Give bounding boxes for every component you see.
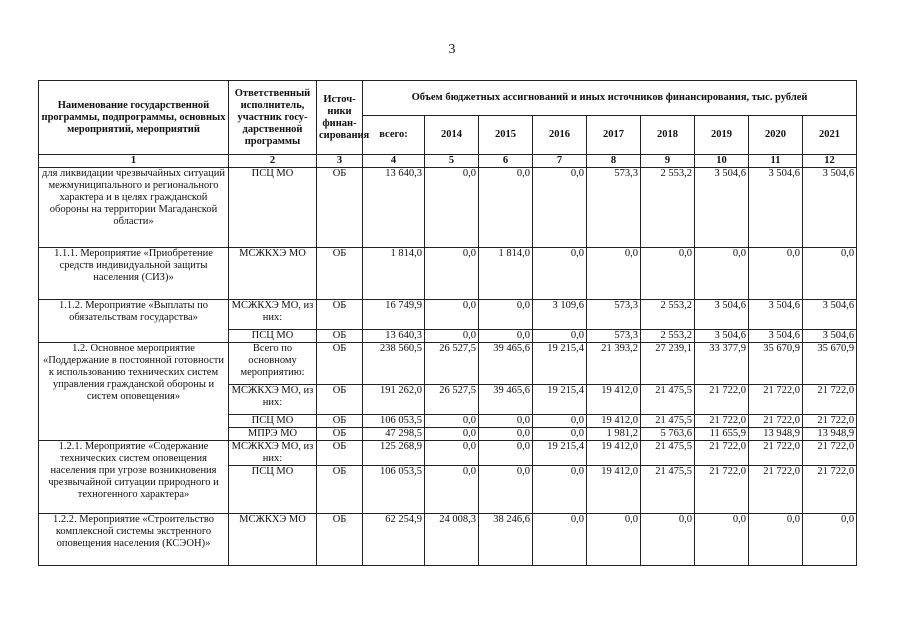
table-row: [39, 514, 857, 566]
year-value-cell: 0,0: [749, 248, 803, 300]
year-value-cell: 0,0: [533, 330, 587, 343]
column-number: 1: [39, 155, 229, 168]
year-value-cell: 21 722,0: [749, 441, 803, 466]
activity-name: 1.2.1. Мероприятие «Содержание технических систем оповещения населения при угрозе возникновения чрезвычайной ситуации природного и техногенного характера»: [39, 441, 229, 514]
year-value-cell: 21 722,0: [695, 441, 749, 466]
source-cell: ОБ: [317, 343, 363, 385]
year-value-cell: 5 763,6: [641, 428, 695, 441]
year-value-cell: 0,0: [425, 168, 479, 248]
year-value-cell: 3 504,6: [803, 168, 857, 248]
year-value-cell: 1 981,2: [587, 428, 641, 441]
activity-name: 1.2.2. Мероприятие «Строительство комплексной системы экстренного оповещения населения (КСЭОН)»: [39, 514, 229, 566]
header-year: 2016: [533, 116, 587, 155]
table-body: [39, 168, 857, 566]
year-value-cell: 3 504,6: [749, 168, 803, 248]
year-value-cell: 21 722,0: [695, 466, 749, 514]
activity-name: 1.1.1. Мероприятие «Приобретение средств индивидуальной защиты населения (СИЗ)»: [39, 248, 229, 300]
year-value-cell: 0,0: [479, 415, 533, 428]
header-year: 2015: [479, 116, 533, 155]
column-number: 7: [533, 155, 587, 168]
column-number: 4: [363, 155, 425, 168]
year-value-cell: 3 504,6: [749, 300, 803, 330]
year-value-cell: 3 504,6: [695, 168, 749, 248]
year-value-cell: 21 722,0: [803, 466, 857, 514]
year-value-cell: 0,0: [533, 248, 587, 300]
year-value-cell: 11 655,9: [695, 428, 749, 441]
year-value-cell: 2 553,2: [641, 168, 695, 248]
year-value-cell: 3 504,6: [803, 330, 857, 343]
year-value-cell: 573,3: [587, 168, 641, 248]
source-cell: ОБ: [317, 330, 363, 343]
year-value-cell: 3 109,6: [533, 300, 587, 330]
year-value-cell: 0,0: [479, 330, 533, 343]
total-cell: 62 254,9: [363, 514, 425, 566]
source-cell: ОБ: [317, 415, 363, 428]
year-value-cell: 39 465,6: [479, 343, 533, 385]
budget-table: [38, 80, 857, 566]
column-number: 2: [229, 155, 317, 168]
header-year: 2020: [749, 116, 803, 155]
table-row: [39, 168, 857, 248]
table-row: [39, 441, 857, 466]
year-value-cell: 0,0: [749, 514, 803, 566]
source-cell: ОБ: [317, 428, 363, 441]
total-cell: 125 268,9: [363, 441, 425, 466]
table-row: [39, 343, 857, 385]
year-value-cell: 19 412,0: [587, 385, 641, 415]
column-number: 5: [425, 155, 479, 168]
total-cell: 13 640,3: [363, 330, 425, 343]
year-value-cell: 3 504,6: [803, 300, 857, 330]
year-value-cell: 2 553,2: [641, 300, 695, 330]
year-value-cell: 0,0: [425, 330, 479, 343]
table-row: [39, 248, 857, 300]
responsible-cell: ПСЦ МО: [229, 415, 317, 428]
header-year: 2017: [587, 116, 641, 155]
year-value-cell: 21 722,0: [803, 441, 857, 466]
year-value-cell: 0,0: [803, 514, 857, 566]
year-value-cell: 0,0: [425, 300, 479, 330]
year-value-cell: 0,0: [479, 441, 533, 466]
responsible-cell: ПСЦ МО: [229, 168, 317, 248]
column-number: 10: [695, 155, 749, 168]
year-value-cell: 0,0: [425, 415, 479, 428]
year-value-cell: 26 527,5: [425, 343, 479, 385]
year-value-cell: 35 670,9: [803, 343, 857, 385]
year-value-cell: 573,3: [587, 300, 641, 330]
year-value-cell: 0,0: [533, 428, 587, 441]
year-value-cell: 21 722,0: [695, 415, 749, 428]
total-cell: 238 560,5: [363, 343, 425, 385]
year-value-cell: 19 215,4: [533, 385, 587, 415]
year-value-cell: 0,0: [587, 248, 641, 300]
total-cell: 106 053,5: [363, 415, 425, 428]
header-source: Источ-ники финан-сирования: [317, 81, 363, 155]
source-cell: ОБ: [317, 300, 363, 330]
responsible-cell: ПСЦ МО: [229, 330, 317, 343]
year-value-cell: 26 527,5: [425, 385, 479, 415]
header-year: 2018: [641, 116, 695, 155]
year-value-cell: 0,0: [425, 248, 479, 300]
year-value-cell: 0,0: [533, 514, 587, 566]
year-value-cell: 38 246,6: [479, 514, 533, 566]
year-value-cell: 19 215,4: [533, 343, 587, 385]
column-number: 3: [317, 155, 363, 168]
responsible-cell: МСЖКХЭ МО, из них:: [229, 385, 317, 415]
year-value-cell: 39 465,6: [479, 385, 533, 415]
year-value-cell: 0,0: [641, 248, 695, 300]
year-value-cell: 33 377,9: [695, 343, 749, 385]
year-value-cell: 21 722,0: [695, 385, 749, 415]
year-value-cell: 3 504,6: [749, 330, 803, 343]
total-cell: 106 053,5: [363, 466, 425, 514]
year-value-cell: 35 670,9: [749, 343, 803, 385]
header-responsible: Ответственный исполнитель, участник госу-дарственной программы: [229, 81, 317, 155]
year-value-cell: 0,0: [641, 514, 695, 566]
year-value-cell: 0,0: [803, 248, 857, 300]
responsible-cell: МСЖКХЭ МО, из них:: [229, 300, 317, 330]
source-cell: ОБ: [317, 441, 363, 466]
year-value-cell: 21 475,5: [641, 441, 695, 466]
column-number: 8: [587, 155, 641, 168]
year-value-cell: 24 008,3: [425, 514, 479, 566]
year-value-cell: 0,0: [533, 415, 587, 428]
total-cell: 1 814,0: [363, 248, 425, 300]
year-value-cell: 13 948,9: [803, 428, 857, 441]
year-value-cell: 0,0: [533, 466, 587, 514]
header-year: 2019: [695, 116, 749, 155]
year-value-cell: 21 475,5: [641, 385, 695, 415]
year-value-cell: 21 475,5: [641, 466, 695, 514]
year-value-cell: 27 239,1: [641, 343, 695, 385]
year-value-cell: 0,0: [479, 466, 533, 514]
source-cell: ОБ: [317, 168, 363, 248]
year-value-cell: 19 412,0: [587, 466, 641, 514]
year-value-cell: 3 504,6: [695, 330, 749, 343]
year-value-cell: 21 722,0: [749, 415, 803, 428]
year-value-cell: 573,3: [587, 330, 641, 343]
year-value-cell: 21 393,2: [587, 343, 641, 385]
column-number: 12: [803, 155, 857, 168]
responsible-cell: МСЖКХЭ МО, из них:: [229, 441, 317, 466]
header-name: Наименование государственной программы, подпрограммы, основных мероприятий, мероприятий: [39, 81, 229, 155]
total-cell: 191 262,0: [363, 385, 425, 415]
header-year: 2014: [425, 116, 479, 155]
column-number: 11: [749, 155, 803, 168]
activity-name: 1.1.2. Мероприятие «Выплаты по обязательствам государства»: [39, 300, 229, 343]
header-year: 2021: [803, 116, 857, 155]
total-cell: 16 749,9: [363, 300, 425, 330]
total-cell: 47 298,5: [363, 428, 425, 441]
year-value-cell: 19 215,4: [533, 441, 587, 466]
column-number: 6: [479, 155, 533, 168]
year-value-cell: 0,0: [533, 168, 587, 248]
responsible-cell: ПСЦ МО: [229, 466, 317, 514]
year-value-cell: 0,0: [695, 248, 749, 300]
activity-name: для ликвидации чрезвычайных ситуаций межмуниципального и регионального характера и в целях гражданской обороны на территории Магаданской области»: [39, 168, 229, 248]
year-value-cell: 0,0: [425, 466, 479, 514]
table-row: [39, 300, 857, 330]
source-cell: ОБ: [317, 466, 363, 514]
year-value-cell: 19 412,0: [587, 441, 641, 466]
year-value-cell: 0,0: [479, 168, 533, 248]
year-value-cell: 3 504,6: [695, 300, 749, 330]
year-value-cell: 1 814,0: [479, 248, 533, 300]
year-value-cell: 0,0: [425, 441, 479, 466]
year-value-cell: 0,0: [425, 428, 479, 441]
column-number: 9: [641, 155, 695, 168]
year-value-cell: 21 722,0: [803, 415, 857, 428]
year-value-cell: 21 722,0: [803, 385, 857, 415]
source-cell: ОБ: [317, 248, 363, 300]
responsible-cell: МСЖКХЭ МО: [229, 248, 317, 300]
responsible-cell: Всего по основному мероприятию:: [229, 343, 317, 385]
responsible-cell: МПРЭ МО: [229, 428, 317, 441]
year-value-cell: 0,0: [695, 514, 749, 566]
year-value-cell: 19 412,0: [587, 415, 641, 428]
year-value-cell: 2 553,2: [641, 330, 695, 343]
responsible-cell: МСЖКХЭ МО: [229, 514, 317, 566]
activity-name: 1.2. Основное мероприятие «Поддержание в постоянной готовности к использованию технических систем управления гражданской обороны и систем оповещения»: [39, 343, 229, 441]
year-value-cell: 0,0: [479, 300, 533, 330]
year-value-cell: 0,0: [479, 428, 533, 441]
source-cell: ОБ: [317, 514, 363, 566]
year-value-cell: 13 948,9: [749, 428, 803, 441]
header-volume: Объем бюджетных ассигнований и иных источников финансирования, тыс. рублей: [363, 81, 857, 116]
source-cell: ОБ: [317, 385, 363, 415]
year-value-cell: 21 475,5: [641, 415, 695, 428]
total-cell: 13 640,3: [363, 168, 425, 248]
header-total: всего:: [363, 116, 425, 155]
page-number: 3: [448, 42, 456, 57]
year-value-cell: 0,0: [587, 514, 641, 566]
year-value-cell: 21 722,0: [749, 385, 803, 415]
year-value-cell: 21 722,0: [749, 466, 803, 514]
